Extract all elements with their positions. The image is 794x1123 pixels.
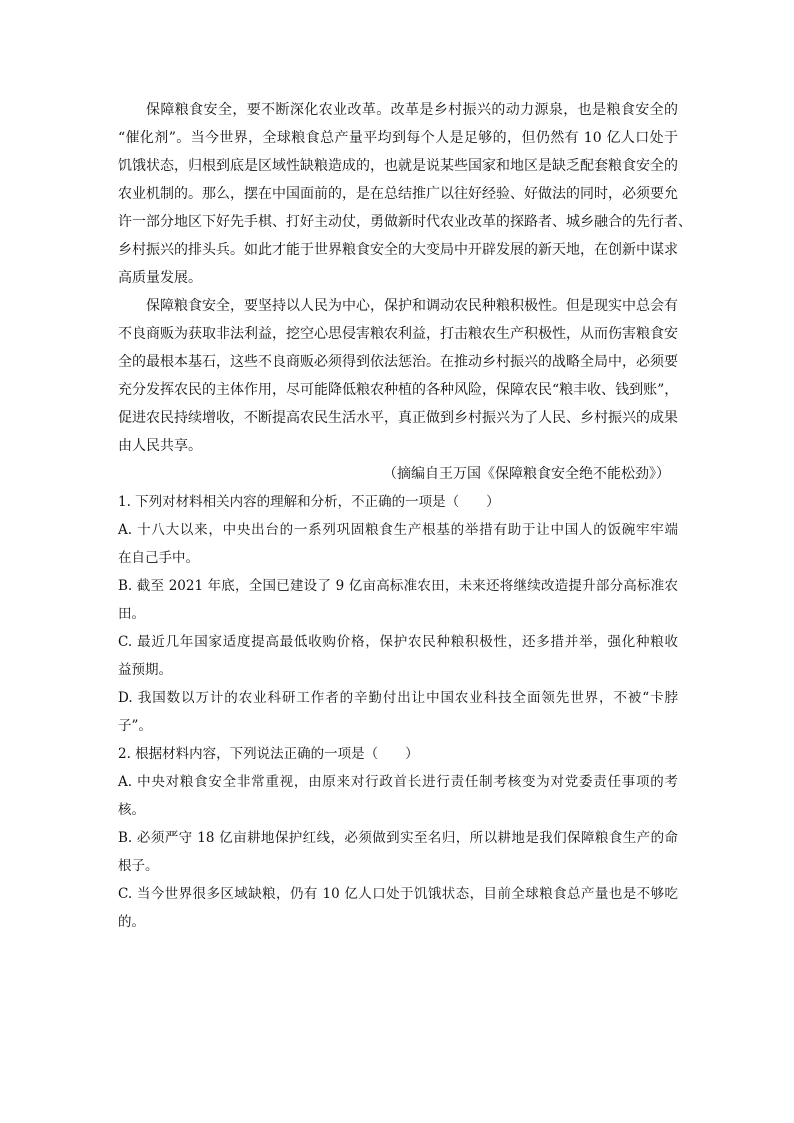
text-line: 由人民共享。 bbox=[118, 438, 202, 454]
question-2 bbox=[118, 740, 678, 936]
text-line: 保障粮食安全，要不断深化农业改革。改革是乡村振兴的动力源泉，也是粮食安全的 bbox=[146, 102, 678, 118]
option-line: D. 我国数以万计的农业科研工作者的辛勤付出让中国农业科技全面领先世界，不被“卡脖 bbox=[118, 690, 678, 706]
option-line: 的。 bbox=[118, 914, 145, 930]
text-line: 乡村振兴的排头兵。如此才能于世界粮食安全的大变局中开辟发展的新天地，在创新中谋求 bbox=[118, 242, 678, 258]
option-c bbox=[118, 628, 678, 684]
option-a bbox=[118, 768, 678, 824]
text-line: 农业机制的。那么，摆在中国面前的，是在总结推广以往好经验、好做法的同时，必须要允 bbox=[118, 186, 678, 202]
option-line: 田。 bbox=[118, 606, 145, 622]
option-line: B. 必须严守 18 亿亩耕地保护红线，必须做到实至名归，所以耕地是我们保障粮食生产的命 bbox=[118, 830, 678, 846]
text-line: 饥饿状态，归根到底是区域性缺粮造成的，也就是说某些国家和地区是缺乏配套粮食安全的 bbox=[118, 158, 678, 174]
text-line: 全的最根本基石，这些不良商贩必须得到依法惩治。在推动乡村振兴的战略全局中，必须要 bbox=[118, 354, 678, 370]
text-line: 不良商贩为获取非法利益，挖空心思侵害粮农利益，打击粮农生产积极性，从而伤害粮食安 bbox=[118, 326, 678, 342]
question-stem: 1. 下列对材料相关内容的理解和分析，不正确的一项是（ ） bbox=[118, 494, 500, 510]
option-line: C. 当今世界很多区域缺粮，仍有 10 亿人口处于饥饿状态，目前全球粮食总产量也是不够吃 bbox=[118, 886, 678, 902]
option-b bbox=[118, 572, 678, 628]
option-line: 核。 bbox=[118, 802, 145, 818]
option-a bbox=[118, 516, 678, 572]
option-line: A. 十八大以来，中央出台的一系列巩固粮食生产根基的举措有助于让中国人的饭碗牢牢端 bbox=[118, 522, 678, 538]
option-d bbox=[118, 684, 678, 740]
text-line: 保障粮食安全，要坚持以人民为中心，保护和调动农民种粮积极性。但是现实中总会有 bbox=[146, 298, 678, 314]
question-1 bbox=[118, 488, 678, 740]
question-stem: 2. 根据材料内容，下列说法正确的一项是（ ） bbox=[118, 746, 419, 762]
source-citation: （摘编自王万国《保障粮食安全绝不能松劲》） bbox=[383, 466, 670, 482]
text-line: 促进农民持续增收，不断提高农民生活水平，真正做到乡村振兴为了人民、乡村振兴的成果 bbox=[118, 410, 678, 426]
option-c bbox=[118, 880, 678, 936]
option-line: A. 中央对粮食安全非常重视，由原来对行政首长进行责任制考核变为对党委责任事项的考 bbox=[118, 774, 678, 790]
paragraph-2 bbox=[118, 292, 678, 460]
text-line: 充分发挥农民的主体作用，尽可能降低粮农种植的各种风险，保障农民“粮丰收、钱到账”， bbox=[118, 382, 679, 398]
text-line: 高质量发展。 bbox=[118, 270, 202, 286]
text-line: 许一部分地区下好先手棋、打好主动仗，勇做新时代农业改革的探路者、城乡融合的先行者、 bbox=[118, 214, 692, 230]
option-line: 根子。 bbox=[118, 858, 159, 874]
paragraph-1 bbox=[118, 96, 692, 292]
text-line: “催化剂”。当今世界，全球粮食总产量平均到每个人是足够的，但仍然有 10 亿人口处于 bbox=[118, 130, 678, 146]
option-line: 益预期。 bbox=[118, 662, 172, 678]
document-page bbox=[118, 96, 692, 936]
option-b bbox=[118, 824, 678, 880]
option-line: 子”。 bbox=[118, 718, 152, 734]
option-line: C. 最近几年国家适度提高最低收购价格，保护农民种粮积极性，还多措并举，强化种粮收 bbox=[118, 634, 678, 650]
option-line: B. 截至 2021 年底，全国已建设了 9 亿亩高标准农田，未来还将继续改造提升部分高标准农 bbox=[118, 578, 678, 594]
option-line: 在自己手中。 bbox=[118, 550, 199, 566]
